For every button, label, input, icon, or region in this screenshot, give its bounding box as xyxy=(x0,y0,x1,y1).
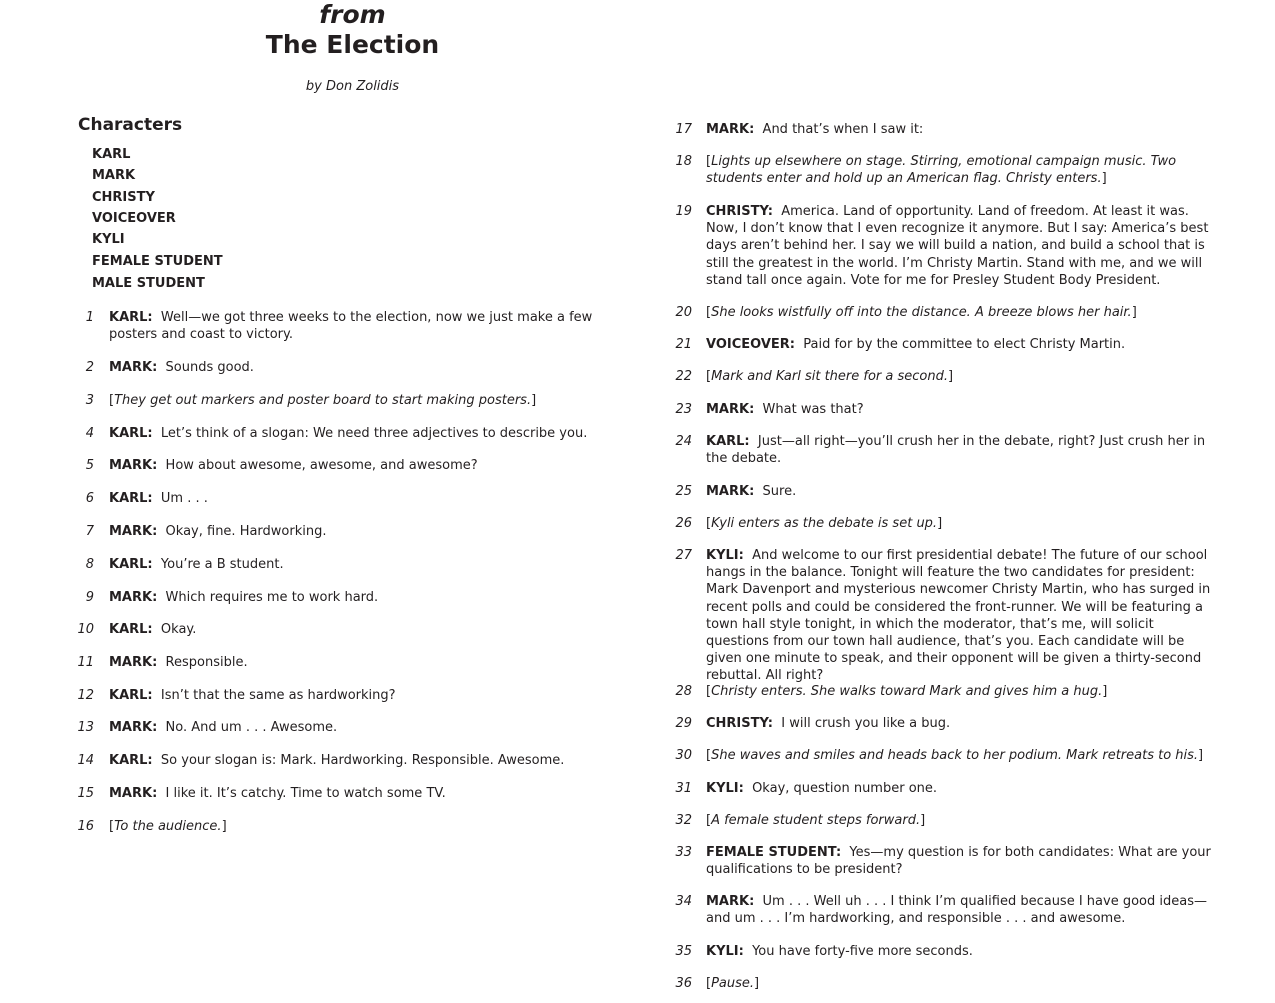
direction-text: They get out markers and poster board to start making posters. xyxy=(114,393,532,408)
dialogue-line xyxy=(675,547,1220,685)
dialogue-line xyxy=(675,943,1220,960)
speaker-name: MARK: xyxy=(109,590,158,605)
dialogue-line xyxy=(77,523,597,540)
dialogue-text: You’re a B student. xyxy=(160,557,284,572)
dialogue-text: No. And um . . . Awesome. xyxy=(165,720,338,735)
stage-direction xyxy=(675,153,1220,187)
line-content xyxy=(109,589,597,606)
stage-direction xyxy=(675,747,1220,764)
dialogue-line xyxy=(675,121,1220,138)
line-number: 36 xyxy=(675,976,692,991)
line-content xyxy=(109,309,597,343)
dialogue-text: America. Land of opportunity. Land of freedom. At least it was. Now, I don’t know that I even recognize it anymore. But I say: America’s best days aren’t behind her. I say we will build a nation, and build a school that is still the greatest in the world. I’m Christy Martin. Stand with me, and we will stand tall once again. Vote for me for Presley Student Body President. xyxy=(706,204,1209,288)
line-number: 21 xyxy=(675,337,692,352)
line-number: 12 xyxy=(77,688,94,703)
speaker-name: MARK: xyxy=(109,720,158,735)
speaker-name: KARL: xyxy=(109,310,153,325)
direction-text: Christy enters. She walks toward Mark and gives him a hug. xyxy=(711,684,1103,699)
dialogue-line xyxy=(77,785,597,802)
dialogue-text: Okay, fine. Hardworking. xyxy=(165,524,327,539)
line-content xyxy=(706,780,1220,797)
character-name: KARL xyxy=(92,147,131,162)
line-number: 5 xyxy=(85,458,94,473)
speaker-name: MARK: xyxy=(706,122,755,137)
dialogue-text: Well—we got three weeks to the election, now we just make a few posters and coast to victory. xyxy=(109,310,593,343)
line-number: 30 xyxy=(675,748,692,763)
line-content xyxy=(109,425,597,442)
direction-text: A female student steps forward. xyxy=(711,813,921,828)
line-content: [A female student steps forward.] xyxy=(706,813,926,828)
dialogue-text: Responsible. xyxy=(165,655,248,670)
line-content: [Kyli enters as the debate is set up.] xyxy=(706,516,943,531)
dialogue-line xyxy=(77,752,597,769)
line-number: 20 xyxy=(675,305,692,320)
stage-direction xyxy=(77,818,597,835)
line-number: 4 xyxy=(85,426,94,441)
stage-direction xyxy=(675,975,1220,992)
speaker-name: MARK: xyxy=(109,786,158,801)
line-number: 7 xyxy=(85,524,94,539)
line-content xyxy=(706,336,1220,353)
dialogue-line xyxy=(675,715,1220,732)
dialogue-text: Okay, question number one. xyxy=(752,781,938,796)
direction-text: She waves and smiles and heads back to her podium. Mark retreats to his. xyxy=(711,748,1199,763)
dialogue-line xyxy=(675,401,1220,418)
dialogue-text: Let’s think of a slogan: We need three adjectives to describe you. xyxy=(160,426,588,441)
line-number: 23 xyxy=(675,402,692,417)
line-number: 27 xyxy=(675,548,692,563)
dialogue-line xyxy=(77,425,597,442)
stage-direction xyxy=(675,683,1220,700)
line-number: 16 xyxy=(77,819,94,834)
speaker-name: KARL: xyxy=(109,557,153,572)
line-number: 33 xyxy=(675,845,692,860)
speaker-name: KYLI: xyxy=(706,548,744,563)
speaker-name: MARK: xyxy=(109,458,158,473)
line-number: 17 xyxy=(675,122,692,137)
author-byline: by Don Zolidis xyxy=(305,79,400,94)
line-content xyxy=(706,203,1220,289)
stage-direction xyxy=(675,812,1220,829)
speaker-name: CHRISTY: xyxy=(706,716,773,731)
line-number: 24 xyxy=(675,434,692,449)
line-number: 35 xyxy=(675,944,692,959)
speaker-name: KYLI: xyxy=(706,781,744,796)
line-content xyxy=(109,752,597,769)
line-content: [To the audience.] xyxy=(109,819,227,834)
character-name: CHRISTY xyxy=(92,190,155,205)
dialogue-text: Paid for by the committee to elect Christy Martin. xyxy=(803,337,1126,352)
speaker-name: KARL: xyxy=(109,426,153,441)
dialogue-line xyxy=(77,490,597,507)
dialogue-text: Sure. xyxy=(762,484,797,499)
line-number: 19 xyxy=(675,204,692,219)
line-number: 25 xyxy=(675,484,692,499)
dialogue-line xyxy=(675,433,1220,467)
character-name: VOICEOVER xyxy=(92,211,176,226)
dialogue-line xyxy=(77,457,597,474)
line-content xyxy=(109,719,597,736)
speaker-name: VOICEOVER: xyxy=(706,337,795,352)
dialogue-text: You have forty-five more seconds. xyxy=(752,944,973,959)
line-content xyxy=(706,433,1220,467)
line-content xyxy=(109,359,597,376)
speaker-name: MARK: xyxy=(109,524,158,539)
line-number: 10 xyxy=(77,622,94,637)
line-content xyxy=(109,687,597,704)
dialogue-text: Yes—my question is for both candidates: What are your qualifications to be president? xyxy=(706,845,1211,878)
line-content xyxy=(706,547,1220,685)
title-prefix: from xyxy=(319,0,386,29)
line-content: [They get out markers and poster board to start making posters.] xyxy=(109,393,537,408)
line-number: 9 xyxy=(85,590,94,605)
line-content: [Mark and Karl sit there for a second.] xyxy=(706,369,954,384)
dialogue-text: Um . . . xyxy=(160,491,208,506)
speaker-name: KARL: xyxy=(109,753,153,768)
line-number: 13 xyxy=(77,720,94,735)
stage-direction xyxy=(675,368,1220,385)
line-number: 29 xyxy=(675,716,692,731)
dialogue-line xyxy=(77,309,597,343)
stage-direction xyxy=(675,304,1220,321)
line-number: 15 xyxy=(77,786,94,801)
line-content xyxy=(706,483,1220,500)
dialogue-text: Um . . . Well uh . . . I think I’m qualified because I have good ideas—and um . . . I’m hardworking, and responsible . . . and awesome. xyxy=(706,894,1207,927)
character-name: MALE STUDENT xyxy=(92,276,205,291)
dialogue-text: I will crush you like a bug. xyxy=(781,716,951,731)
line-content xyxy=(706,943,1220,960)
line-content xyxy=(109,556,597,573)
speaker-name: KARL: xyxy=(109,688,153,703)
dialogue-text: Just—all right—you’ll crush her in the debate, right? Just crush her in the debate. xyxy=(706,434,1206,467)
dialogue-line xyxy=(675,893,1220,927)
line-number: 6 xyxy=(85,491,94,506)
dialogue-line xyxy=(675,844,1220,878)
line-number: 31 xyxy=(675,781,692,796)
speaker-name: MARK: xyxy=(706,484,755,499)
characters-heading: Characters xyxy=(78,115,183,135)
dialogue-text: How about awesome, awesome, and awesome? xyxy=(165,458,478,473)
line-content xyxy=(706,121,1220,138)
speaker-name: CHRISTY: xyxy=(706,204,773,219)
line-content xyxy=(109,654,597,671)
speaker-name: MARK: xyxy=(706,402,755,417)
speaker-name: KARL: xyxy=(109,491,153,506)
direction-text: To the audience. xyxy=(114,819,222,834)
dialogue-line xyxy=(77,687,597,704)
speaker-name: MARK: xyxy=(706,894,755,909)
stage-direction xyxy=(675,515,1220,532)
play-title: The Election xyxy=(265,30,440,59)
dialogue-text: I like it. It’s catchy. Time to watch some TV. xyxy=(165,786,446,801)
character-name: MARK xyxy=(92,168,136,183)
direction-text: Kyli enters as the debate is set up. xyxy=(711,516,938,531)
dialogue-line xyxy=(77,556,597,573)
dialogue-line xyxy=(77,589,597,606)
line-number: 8 xyxy=(85,557,94,572)
dialogue-line xyxy=(675,780,1220,797)
line-number: 26 xyxy=(675,516,692,531)
line-content xyxy=(109,523,597,540)
dialogue-text: Sounds good. xyxy=(165,360,254,375)
line-number: 22 xyxy=(675,369,692,384)
direction-text: She looks wistfully off into the distance. A breeze blows her hair. xyxy=(711,305,1132,320)
direction-text: Mark and Karl sit there for a second. xyxy=(711,369,948,384)
line-content xyxy=(706,844,1220,878)
line-content xyxy=(706,401,1220,418)
speaker-name: MARK: xyxy=(109,360,158,375)
line-number: 18 xyxy=(675,154,692,169)
direction-text: Lights up elsewhere on stage. Stirring, emotional campaign music. Two students enter and hold up an American flag. Christy enters. xyxy=(706,154,1177,187)
line-content: [Christy enters. She walks toward Mark and gives him a hug.] xyxy=(706,684,1108,699)
dialogue-line xyxy=(77,719,597,736)
dialogue-text: Isn’t that the same as hardworking? xyxy=(160,688,396,703)
speaker-name: KARL: xyxy=(706,434,750,449)
speaker-name: KARL: xyxy=(109,622,153,637)
line-content: [She waves and smiles and heads back to her podium. Mark retreats to his.] xyxy=(706,748,1204,763)
line-number: 3 xyxy=(85,393,94,408)
line-number: 1 xyxy=(85,310,94,325)
line-number: 34 xyxy=(675,894,692,909)
dialogue-line xyxy=(77,654,597,671)
dialogue-line xyxy=(77,359,597,376)
speaker-name: FEMALE STUDENT: xyxy=(706,845,842,860)
dialogue-line xyxy=(77,621,597,638)
dialogue-line xyxy=(675,483,1220,500)
line-number: 32 xyxy=(675,813,692,828)
dialogue-text: Which requires me to work hard. xyxy=(165,590,379,605)
dialogue-text: What was that? xyxy=(762,402,864,417)
line-content xyxy=(109,785,597,802)
dialogue-text: And welcome to our first presidential debate! The future of our school hangs in the balance. Tonight will feature the two candidates for president: Mark Davenport and mysterious newcomer Christy Martin, who has surged in recent polls and could be considered the front-runner. We will be featuring a town hall style tonight, in which the moderator, that’s me, will solicit questions from our town hall audience, that’s you. Each candidate will be given one minute to speak, and their opponent will be given a thirty-second rebuttal. All right? xyxy=(706,548,1211,684)
stage-direction xyxy=(77,392,597,409)
direction-text: Pause. xyxy=(711,976,755,991)
line-number: 2 xyxy=(85,360,94,375)
dialogue-line xyxy=(675,336,1220,353)
line-content xyxy=(706,715,1220,732)
line-content: [She looks wistfully off into the distance. A breeze blows her hair.] xyxy=(706,305,1137,320)
dialogue-text: So your slogan is: Mark. Hardworking. Responsible. Awesome. xyxy=(160,753,565,768)
line-number: 28 xyxy=(675,684,692,699)
dialogue-line xyxy=(675,203,1220,289)
line-content xyxy=(109,621,597,638)
line-number: 14 xyxy=(77,753,94,768)
character-name: KYLI xyxy=(92,232,125,247)
line-content: [Pause.] xyxy=(706,976,760,991)
dialogue-text: And that’s when I saw it: xyxy=(762,122,924,137)
speaker-name: MARK: xyxy=(109,655,158,670)
line-content xyxy=(109,457,597,474)
character-name: FEMALE STUDENT xyxy=(92,254,223,269)
dialogue-text: Okay. xyxy=(160,622,197,637)
line-content xyxy=(706,893,1220,927)
line-content: [Lights up elsewhere on stage. Stirring, emotional campaign music. Two students enter and hold up an American flag. Christy enters.] xyxy=(706,154,1177,187)
line-content xyxy=(109,490,597,507)
line-number: 11 xyxy=(77,655,94,670)
speaker-name: KYLI: xyxy=(706,944,744,959)
